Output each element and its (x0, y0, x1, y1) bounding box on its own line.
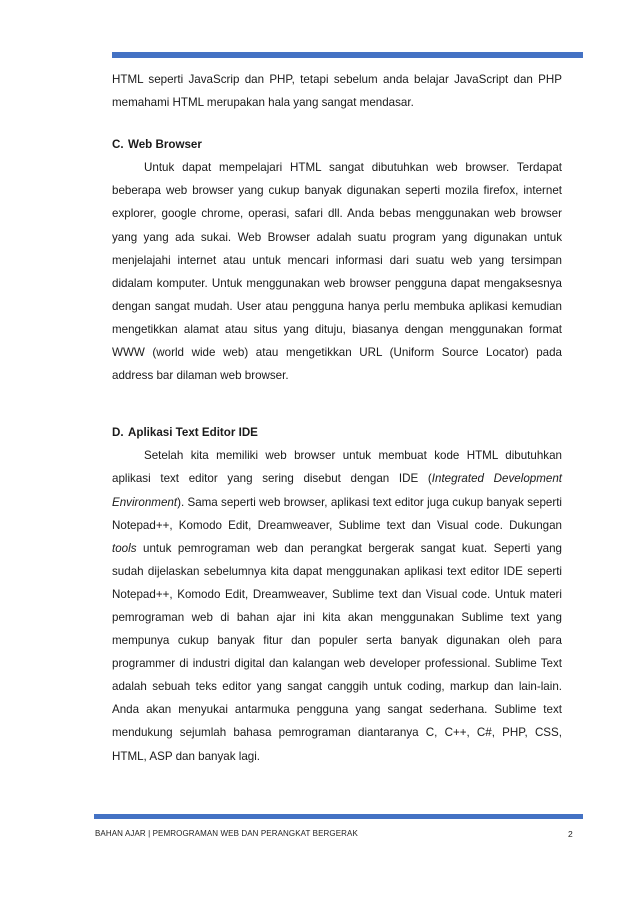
page-body (112, 68, 562, 768)
header-rule (112, 52, 583, 58)
section-d-paragraph (112, 444, 562, 767)
section-c-heading (112, 133, 562, 156)
section-d-text-1: Setelah kita memiliki web browser untuk membuat kode HTML dibutuhkan aplikasi text editor yang sering disebut dengan IDE ( (112, 449, 562, 486)
section-d-italic-tools: tools (112, 541, 137, 555)
section-c-paragraph: Untuk dapat mempelajari HTML sangat dibutuhkan web browser. Terdapat beberapa web browser yang cukup banyak digunakan seperti mozila firefox, internet explorer, google chrome, operasi, safari dll. Anda bebas menggunakan web browser yang yang ada sukai. Web Browser adalah suatu program yang digunakan untuk menjelajahi internet atau untuk mencari informasi dari suatu web yang tersimpan didalam komputer. Untuk menggunakan web browser pengguna dapat mengaksesnya dengan sangat mudah. User atau pengguna hanya perlu membuka aplikasi kemudian mengetikkan alamat atau situs yang dituju, biasanya dengan menggunakan format WWW (world wide web) atau mengetikkan URL (Uniform Source Locator) pada address bar dilaman web browser. (112, 161, 562, 383)
page-number: 2 (568, 829, 573, 839)
section-d-italic-ide: Integrated Development Environment (112, 472, 562, 509)
section-d-text-2: ). Sama seperti web browser, aplikasi text editor juga cukup banyak seperti Notepad++, Komodo Edit, Dreamweaver, Sublime text dan Visual code. Dukungan (112, 495, 562, 532)
section-d-title: Aplikasi Text Editor IDE (128, 426, 258, 440)
section-c-title: Web Browser (128, 138, 202, 152)
footer-rule (94, 814, 583, 819)
section-d-heading (112, 421, 562, 444)
intro-paragraph: HTML seperti JavaScrip dan PHP, tetapi sebelum anda belajar JavaScript dan PHP memahami HTML merupakan hala yang sangat mendasar. (112, 73, 562, 110)
section-d-text-3: untuk pemrograman web dan perangkat bergerak sangat kuat. Seperti yang sudah dijelaskan sebelumnya kita dapat menggunakan aplikasi text editor IDE seperti Notepad++, Komodo Edit, Dreamweaver, Sublime text dan Visual code. Untuk materi pemrograman web di bahan ajar ini kita akan menggunakan Sublime text yang mempunya cukup banyak fitur dan populer serta banyak digunakan oleh para programmer di industri digital dan kalangan web developer professional. Sublime Text adalah sebuah teks editor yang sangat canggih untuk coding, markup dan lain-lain. Anda akan menyukai antarmuka pengguna yang sangat sederhana. Sublime text mendukung sejumlah bahasa pemrograman diantaranya C, C++, C#, PHP, CSS, HTML, ASP dan banyak lagi. (112, 541, 562, 763)
section-c-letter: C. (112, 138, 124, 152)
footer-title: BAHAN AJAR | PEMROGRAMAN WEB DAN PERANGKAT BERGERAK (95, 829, 358, 838)
section-d-letter: D. (112, 426, 124, 440)
